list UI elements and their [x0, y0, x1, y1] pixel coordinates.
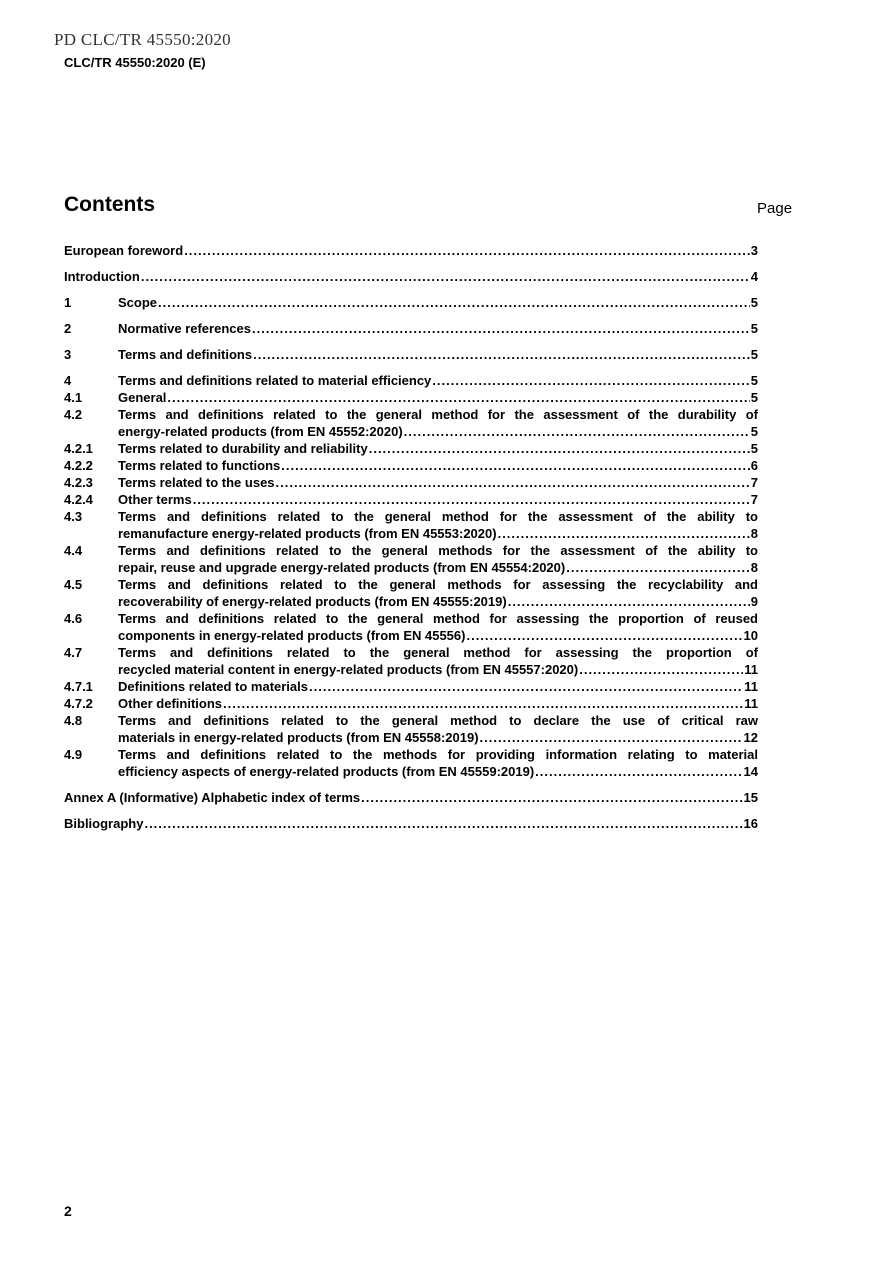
toc-entry-page: 15: [743, 790, 758, 805]
toc-entry-last-line: [118, 729, 758, 746]
toc-entry-number: 4.1: [64, 390, 83, 405]
toc-entry-body: [118, 372, 758, 389]
toc-entry-body: [118, 508, 758, 542]
toc-entry-title: Other definitions: [118, 696, 222, 711]
toc-entry-title: Terms and definitions: [118, 347, 253, 362]
toc-entry[interactable]: [64, 712, 758, 746]
dot-leader: [466, 627, 742, 644]
toc-entry-last-line: [118, 372, 758, 389]
toc-entry-page: 9: [750, 594, 758, 609]
toc-entry-title: remanufacture energy-related products (from EN 45553:2020): [118, 526, 497, 541]
toc-entry-last-line: [118, 346, 758, 363]
toc-entry-number: 2: [64, 321, 72, 336]
toc-entry-last-line: [64, 815, 758, 832]
toc-entry-title: General: [118, 390, 167, 405]
toc-entry-title-line: Terms and definitions related to the general methods for assessing the recyclability and: [118, 577, 758, 592]
page-number: 2: [64, 1203, 72, 1219]
toc-entry-last-line: [64, 268, 758, 285]
dot-leader: [158, 294, 750, 311]
toc-entry-title: Terms related to durability and reliability: [118, 441, 368, 456]
toc-entry-title: Terms related to the uses: [118, 475, 275, 490]
toc-entry-title-line: Terms and definitions related to the general method for the assessment of the ability to: [118, 509, 758, 524]
dot-leader: [498, 525, 750, 542]
toc-entry-number: 4.7: [64, 645, 83, 660]
toc-entry-body: [64, 242, 758, 259]
toc-entry-page: 5: [750, 373, 758, 388]
toc-entry[interactable]: [64, 294, 758, 311]
toc-entry-number: 4.7.1: [64, 679, 93, 694]
toc-entry-page: 5: [750, 347, 758, 362]
toc-entry-number: 1: [64, 295, 72, 310]
toc-entry[interactable]: [64, 746, 758, 780]
toc-entry[interactable]: [64, 610, 758, 644]
toc-entry-title-line: Terms and definitions related to the general method for assessing the proportion of: [118, 645, 758, 660]
toc-entry-body: [118, 712, 758, 746]
dot-leader: [223, 695, 743, 712]
toc-entry-title: materials in energy-related products (from EN 45558:2019): [118, 730, 479, 745]
dot-leader: [369, 440, 750, 457]
toc-entry[interactable]: [64, 346, 758, 363]
dot-leader: [579, 661, 743, 678]
toc-entry-title: efficiency aspects of energy-related products (from EN 45559:2019): [118, 764, 535, 779]
toc-entry-number: 4.2.2: [64, 458, 93, 473]
toc-entry-number: 4.7.2: [64, 696, 93, 711]
toc-entry-last-line: [118, 627, 758, 644]
toc-entry-last-line: [118, 457, 758, 474]
dot-leader: [480, 729, 743, 746]
toc-entry-number: 4.2.4: [64, 492, 93, 507]
toc-entry-last-line: [118, 423, 758, 440]
toc-entry-page: 14: [743, 764, 758, 779]
dot-leader: [167, 389, 749, 406]
toc-entry-title: recoverability of energy-related products (from EN 45555:2019): [118, 594, 507, 609]
toc-entry-title: Introduction: [64, 269, 140, 284]
dot-leader: [252, 320, 750, 337]
toc-entry[interactable]: [64, 491, 758, 508]
toc-entry-last-line: [118, 525, 758, 542]
toc-entry-last-line: [64, 242, 758, 259]
toc-entry-title: repair, reuse and upgrade energy-related products (from EN 45554:2020): [118, 560, 566, 575]
toc-entry-last-line: [64, 789, 758, 806]
toc-entry-body: [118, 746, 758, 780]
toc-entry-body: [118, 457, 758, 474]
toc-entry-body: [118, 644, 758, 678]
toc-entry-number: 4.8: [64, 713, 83, 728]
dot-leader: [253, 346, 750, 363]
toc-entry-title: components in energy-related products (from EN 45556): [118, 628, 466, 643]
toc-entry-page: 5: [750, 424, 758, 439]
toc-entry-title: Bibliography: [64, 816, 144, 831]
toc-entry[interactable]: [64, 320, 758, 337]
toc-entry-title: Terms related to functions: [118, 458, 281, 473]
toc-entry[interactable]: [64, 389, 758, 406]
toc-entry-last-line: [118, 559, 758, 576]
table-of-contents: [64, 242, 758, 832]
toc-entry-title-line: Terms and definitions related to the general methods for the assessment of the ability to: [118, 543, 758, 558]
toc-entry-title: Scope: [118, 295, 158, 310]
toc-entry-number: 4.5: [64, 577, 83, 592]
toc-entry-number: 4.6: [64, 611, 83, 626]
toc-entry-number: 4.3: [64, 509, 83, 524]
toc-entry-body: [118, 678, 758, 695]
dot-leader: [144, 815, 742, 832]
toc-entry-body: [118, 576, 758, 610]
toc-entry-body: [64, 815, 758, 832]
toc-entry-body: [118, 695, 758, 712]
toc-entry-number: 4.2.1: [64, 441, 93, 456]
dot-leader: [535, 763, 742, 780]
contents-heading: Contents: [64, 193, 155, 216]
dot-leader: [404, 423, 750, 440]
toc-entry-last-line: [118, 389, 758, 406]
toc-entry[interactable]: [64, 457, 758, 474]
toc-entry[interactable]: [64, 268, 758, 285]
toc-entry-page: 5: [750, 295, 758, 310]
toc-entry-last-line: [118, 661, 758, 678]
toc-entry[interactable]: [64, 815, 758, 832]
toc-entry-page: 5: [750, 441, 758, 456]
toc-entry[interactable]: [64, 678, 758, 695]
toc-entry-page: 11: [744, 696, 758, 711]
toc-entry-title-line: Terms and definitions related to the general method to declare the use of critical raw: [118, 713, 758, 728]
toc-entry-last-line: [118, 440, 758, 457]
toc-entry-last-line: [118, 678, 758, 695]
toc-entry[interactable]: [64, 576, 758, 610]
dot-leader: [281, 457, 749, 474]
toc-entry-page: 7: [750, 492, 758, 507]
toc-entry-number: 4: [64, 373, 72, 388]
toc-entry-title: Other terms: [118, 492, 192, 507]
toc-entry-page: 8: [750, 526, 758, 541]
toc-entry-body: [118, 474, 758, 491]
toc-entry-number: 4.4: [64, 543, 83, 558]
toc-entry[interactable]: [64, 242, 758, 259]
toc-entry-body: [118, 542, 758, 576]
toc-entry-body: [118, 406, 758, 440]
toc-entry-body: [118, 346, 758, 363]
toc-entry-title: recycled material content in energy-related products (from EN 45557:2020): [118, 662, 579, 677]
toc-entry-page: 6: [750, 458, 758, 473]
dot-leader: [361, 789, 742, 806]
toc-entry-body: [118, 389, 758, 406]
toc-entry-last-line: [118, 593, 758, 610]
toc-entry-page: 12: [743, 730, 758, 745]
page-column-label: Page: [757, 200, 793, 217]
toc-entry-number: 4.9: [64, 747, 83, 762]
toc-entry[interactable]: [64, 440, 758, 457]
toc-entry-title: European foreword: [64, 243, 184, 258]
dot-leader: [508, 593, 750, 610]
toc-entry-last-line: [118, 491, 758, 508]
toc-entry-page: 16: [743, 816, 758, 831]
toc-entry-title: Normative references: [118, 321, 251, 336]
toc-entry-page: 7: [750, 475, 758, 490]
dot-leader: [432, 372, 749, 389]
toc-entry-last-line: [118, 320, 758, 337]
dot-leader: [184, 242, 750, 259]
toc-entry-body: [64, 268, 758, 285]
toc-entry[interactable]: [64, 406, 758, 440]
toc-entry[interactable]: [64, 372, 758, 389]
toc-entry-number: 4.2.3: [64, 475, 93, 490]
toc-entry[interactable]: [64, 474, 758, 491]
toc-entry[interactable]: [64, 508, 758, 542]
toc-entry-page: 3: [750, 243, 758, 258]
dot-leader: [193, 491, 750, 508]
toc-entry-last-line: [118, 474, 758, 491]
dot-leader: [566, 559, 750, 576]
toc-entry-title: Definitions related to materials: [118, 679, 308, 694]
toc-entry-body: [64, 789, 758, 806]
toc-entry-title-line: Terms and definitions related to the general method for the assessment of the durability of: [118, 407, 758, 422]
toc-entry-page: 8: [750, 560, 758, 575]
toc-entry-page: 4: [750, 269, 758, 284]
toc-entry-page: 11: [744, 662, 758, 677]
toc-entry-number: 4.2: [64, 407, 83, 422]
toc-entry-last-line: [118, 294, 758, 311]
toc-entry[interactable]: [64, 789, 758, 806]
dot-leader: [141, 268, 750, 285]
toc-entry-title-line: Terms and definitions related to the general method for assessing the proportion of reused: [118, 611, 758, 626]
toc-entry-body: [118, 610, 758, 644]
toc-entry-page: 10: [743, 628, 758, 643]
toc-entry-body: [118, 491, 758, 508]
toc-entry-page: 11: [744, 679, 758, 694]
toc-entry-title: Terms and definitions related to material efficiency: [118, 373, 432, 388]
toc-entry-last-line: [118, 763, 758, 780]
toc-entry[interactable]: [64, 542, 758, 576]
toc-entry-page: 5: [750, 390, 758, 405]
toc-entry-body: [118, 294, 758, 311]
toc-entry-title: Annex A (Informative) Alphabetic index of terms: [64, 790, 361, 805]
document-reference: PD CLC/TR 45550:2020: [54, 30, 231, 49]
toc-entry[interactable]: [64, 644, 758, 678]
document-identifier: CLC/TR 45550:2020 (E): [64, 55, 206, 70]
toc-entry-number: 3: [64, 347, 72, 362]
toc-entry-page: 5: [750, 321, 758, 336]
toc-entry-last-line: [118, 695, 758, 712]
toc-entry-title-line: Terms and definitions related to the methods for providing information relating to material: [118, 747, 758, 762]
toc-entry-title: energy-related products (from EN 45552:2020): [118, 424, 403, 439]
toc-entry[interactable]: [64, 695, 758, 712]
toc-entry-body: [118, 320, 758, 337]
dot-leader: [276, 474, 750, 491]
dot-leader: [309, 678, 743, 695]
toc-entry-body: [118, 440, 758, 457]
